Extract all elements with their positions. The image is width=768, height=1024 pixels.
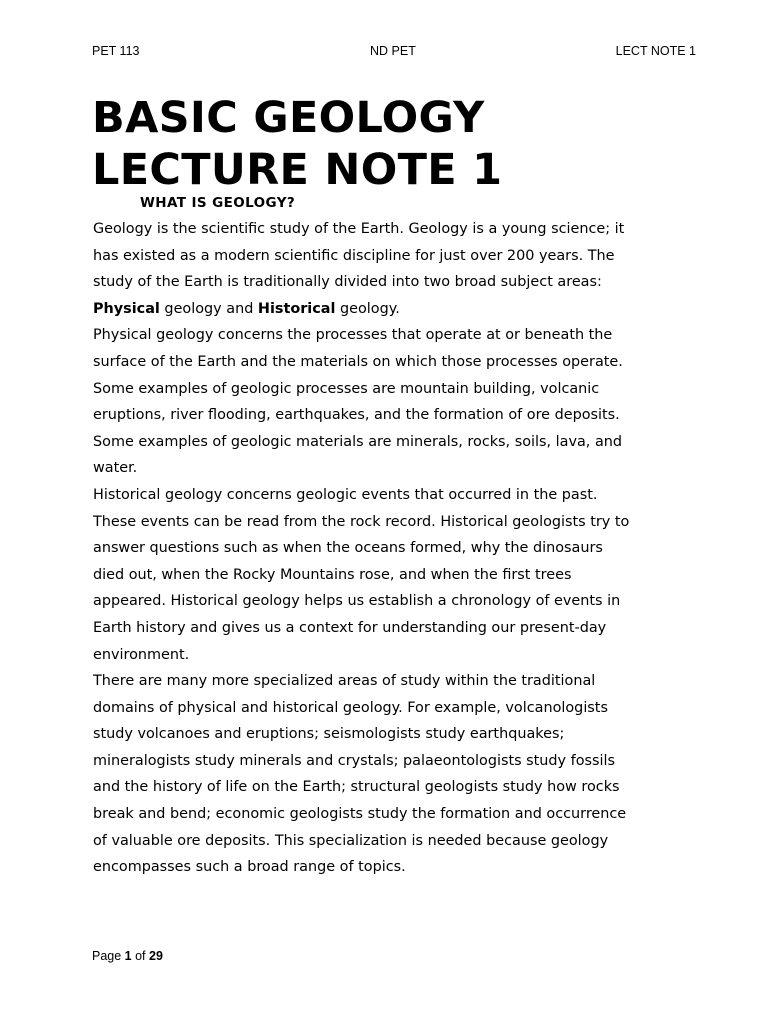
paragraph-3 (93, 482, 693, 668)
bold-term-historical: Historical (257, 300, 336, 317)
text-line: of valuable ore deposits. This specialization is needed because geology (93, 832, 609, 849)
page-header (92, 41, 696, 61)
footer-page-word: Page (92, 949, 125, 963)
text-line: answer questions such as when the oceans formed, why the dinosaurs (93, 540, 603, 557)
text-line: and the history of life on the Earth; structural geologists study how rocks (93, 779, 620, 796)
header-note-label: LECT NOTE 1 (615, 44, 696, 58)
document-body (93, 216, 693, 881)
text-line: Geology is the scientific study of the Earth. Geology is a young science; it (93, 221, 625, 237)
text-line: has existed as a modern scientific discipline for just over 200 years. The (93, 247, 615, 264)
header-course-code: PET 113 (92, 44, 140, 58)
text-line: Physical geology concerns the processes that operate at or beneath the (93, 327, 613, 344)
text-line: died out, when the Rocky Mountains rose, and when the first trees (93, 566, 572, 583)
text-line: mineralogists study minerals and crystals; palaeontologists study fossils (93, 752, 616, 769)
page-footer (92, 946, 163, 966)
text-line: environment. (93, 646, 190, 663)
paragraph-2 (93, 322, 693, 482)
footer-of-word: of (131, 949, 149, 963)
text-line: Earth history and gives us a context for understanding our present-day (93, 619, 607, 636)
text-fragment: geology and (159, 300, 258, 317)
footer-total-pages: 29 (149, 949, 163, 963)
text-line: domains of physical and historical geology. For example, volcanologists (93, 699, 608, 716)
text-line: study of the Earth is traditionally divided into two broad subject areas: (93, 274, 602, 291)
text-line: encompasses such a broad range of topics. (93, 859, 406, 876)
text-line: break and bend; economic geologists study the formation and occurrence (93, 806, 627, 823)
text-line: Historical geology concerns geologic events that occurred in the past. (93, 486, 598, 503)
footer-current-page: 1 (124, 949, 132, 963)
bold-term-physical: Physical (93, 300, 160, 317)
document-title (92, 92, 692, 196)
text-line: study volcanoes and eruptions; seismologists study earthquakes; (93, 726, 565, 743)
text-fragment: geology. (335, 300, 400, 317)
header-program: ND PET (370, 44, 416, 58)
text-line: surface of the Earth and the materials on which those processes operate. (93, 353, 623, 370)
text-line: There are many more specialized areas of study within the traditional (93, 673, 596, 690)
paragraph-4 (93, 668, 693, 881)
text-line: appeared. Historical geology helps us establish a chronology of events in (93, 593, 621, 610)
paragraph-1 (93, 216, 693, 322)
text-line: water. (93, 460, 138, 477)
title-line-2: LECTURE NOTE 1 (92, 145, 503, 195)
title-line-1: BASIC GEOLOGY (92, 93, 485, 143)
section-heading: WHAT IS GEOLOGY? (140, 195, 296, 211)
text-line: Some examples of geologic materials are minerals, rocks, soils, lava, and (93, 433, 623, 450)
text-line (93, 296, 693, 323)
text-line: eruptions, river flooding, earthquakes, and the formation of ore deposits. (93, 407, 620, 424)
text-line: These events can be read from the rock record. Historical geologists try to (93, 513, 630, 530)
text-line: Some examples of geologic processes are mountain building, volcanic (93, 380, 600, 397)
